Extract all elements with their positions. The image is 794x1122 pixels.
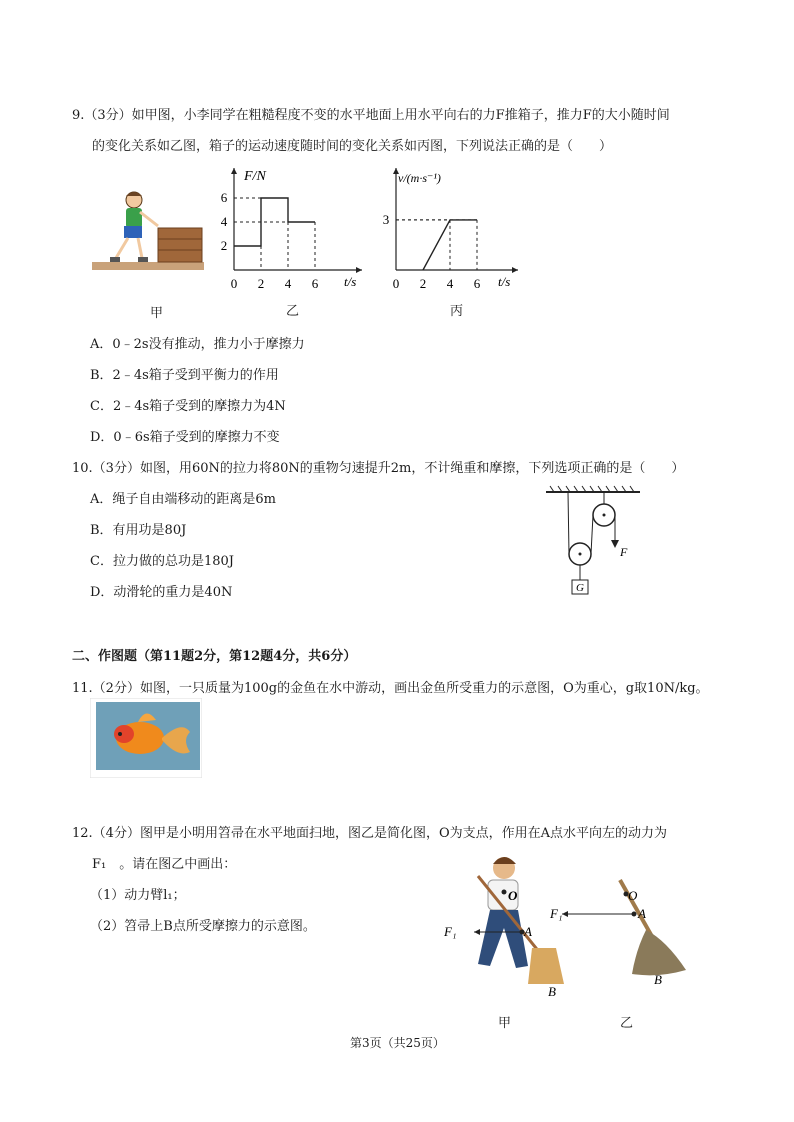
pulley-figure [540,484,644,600]
v-x-arrow [512,267,518,273]
q10-option-b: B．有用功是80J [90,523,187,538]
q11-stem: 11.（2分）如图，一只质量为100g的金鱼在水中游动，画出金鱼所受重力的示意图，O为重心，g取10N/kg。 [72,681,709,696]
fig-label-bing: 丙 [450,304,464,319]
f-y-tick-2: 2 [220,238,228,253]
v-x-tick-4: 4 [446,276,454,291]
velocity-time-chart [376,160,526,292]
f-x-tick-0: 0 [230,276,238,291]
force-time-chart [214,160,370,292]
label-f1-jia: F₁ [444,924,457,939]
v-x-tick-2: 2 [419,276,427,291]
f-x-arrow [356,267,362,273]
f-x-tick-6: 6 [311,276,319,291]
broom-bristles [632,930,686,975]
ground [92,262,204,270]
f-y-arrow [231,168,237,174]
man-jeans [478,910,528,968]
fig-label-jia-2: 甲 [498,1016,512,1031]
label-a-jia: A [524,924,532,939]
goldfish-photo [90,698,202,778]
label-o-jia: O [508,888,518,903]
q12-line2: F₁ 。请在图乙中画出： [92,857,237,872]
q9-option-a: A．0﹣2s没有推动，推力小于摩擦力 [90,337,305,352]
q10-option-c: C．拉力做的总功是180J [90,554,234,569]
label-f1-yi: F₁ [550,906,563,921]
q10-option-a: A．绳子自由端移动的距离是6m [90,492,276,507]
v-x-tick-0: 0 [392,276,400,291]
q10-stem: 10.（3分）如图，用60N的拉力将80N的重物匀速提升2m，不计绳重和摩擦，下列选项正确的是（ ） [72,461,685,476]
label-b-jia: B [548,984,556,999]
label-a-yi: A [638,906,646,921]
v-ylabel: v/(m·s⁻¹) [398,171,441,185]
q9-line2: 的变化关系如乙图，箱子的运动速度随时间的变化关系如丙图，下列说法正确的是（ ） [92,139,613,154]
boy-shirt [126,208,142,228]
q9-option-d: D．0﹣6s箱子受到的摩擦力不变 [90,430,280,445]
box [158,228,202,262]
section-title: 二、作图题（第11题2分，第12题4分，共6分） [72,649,357,664]
boy-pushing-box-figure [90,162,208,274]
v-xlabel: t/s [498,274,511,289]
f-ylabel: F/N [244,169,266,184]
q10-option-d: D．动滑轮的重力是40N [90,585,233,600]
f-x-tick-2: 2 [257,276,265,291]
fig-label-yi-2: 乙 [620,1016,634,1031]
label-o-yi: O [628,888,638,903]
q12-sub1: （1）动力臂l₁； [90,888,186,903]
fig-label-jia: 甲 [150,306,164,321]
page-footer: 第3页（共25页） [350,1036,445,1050]
q9-option-c: C．2﹣4s箱子受到的摩擦力为4N [90,399,286,414]
f-y-tick-4: 4 [220,214,228,229]
q12-line1: 12.（4分）图甲是小明用笤帚在水平地面扫地，图乙是简化图，O为支点，作用在A点水平向左的动力为 [72,826,667,841]
q9-line1: 9.（3分）如甲图，小李同学在粗糙程度不变的水平地面上用水平向右的力F推箱子，推力F的大小随时间 [72,108,670,123]
q9-option-b: B．2﹣4s箱子受到平衡力的作用 [90,368,279,383]
f-y-tick-6: 6 [220,190,228,205]
v-y-tick-3: 3 [382,211,390,227]
label-b-yi: B [654,972,662,987]
v-x-tick-6: 6 [473,276,481,291]
f-x-tick-4: 4 [284,276,292,291]
weight-label: G [576,582,584,594]
force-label: F [620,545,628,559]
fig-label-yi: 乙 [286,304,300,319]
q12-sub2: （2）笤帚上B点所受摩擦力的示意图。 [90,919,316,934]
f-xlabel: t/s [344,274,357,289]
broom-simplified-figure [546,870,696,1000]
